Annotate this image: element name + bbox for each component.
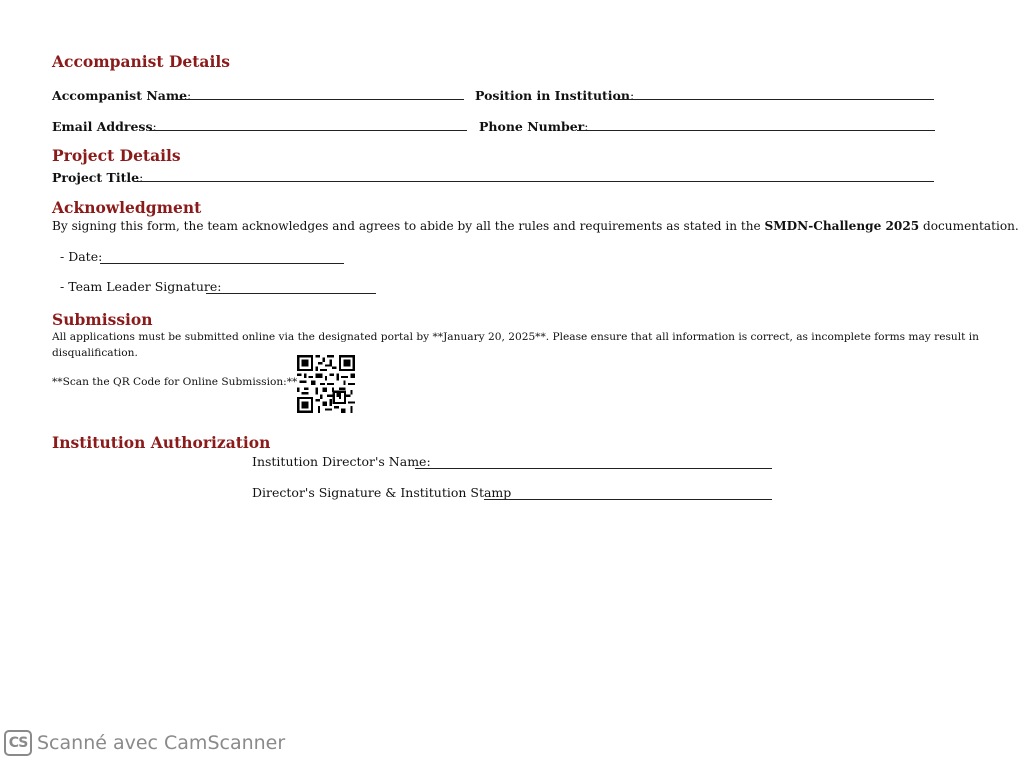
accompanist-name-label: Accompanist Name (52, 88, 188, 103)
phone-blank[interactable] (577, 130, 935, 131)
qr-label: **Scan the QR Code for Online Submission:** (52, 376, 298, 388)
camscanner-watermark (4, 728, 285, 758)
signature-blank[interactable] (206, 293, 376, 294)
director-signature-label: Director's Signature & Institution Stamp (252, 485, 512, 500)
project-title-label: Project Title (52, 170, 140, 185)
acknowledgment-text: By signing this form, the team acknowledges and agrees to abide by all the rules and requirements as stated in the SMDN-Challenge 2025 documentation. (52, 219, 1019, 233)
project-title-field: Project Title: (52, 170, 144, 185)
camscanner-logo-icon: CS (4, 730, 32, 756)
director-signature-blank[interactable] (484, 499, 772, 500)
email-field: Email Address: (52, 119, 157, 134)
accompanist-heading: Accompanist Details (52, 52, 230, 71)
phone-field: Phone Number: (479, 119, 589, 134)
challenge-name: SMDN-Challenge 2025 (764, 219, 920, 233)
signature-label: - Team Leader Signature: (60, 279, 222, 294)
director-name-blank[interactable] (415, 468, 772, 469)
phone-label: Phone Number (479, 119, 585, 134)
director-name-label: Institution Director's Name: (252, 454, 431, 469)
accompanist-name-field: Accompanist Name: (52, 88, 192, 103)
date-blank[interactable] (100, 263, 344, 264)
position-blank[interactable] (616, 99, 934, 100)
project-title-blank[interactable] (134, 181, 934, 182)
email-label: Email Address (52, 119, 153, 134)
acknowledgment-heading: Acknowledgment (52, 198, 202, 217)
position-field: Position in Institution: (475, 88, 635, 103)
qr-code-icon[interactable] (297, 355, 355, 413)
submission-heading: Submission (52, 310, 153, 329)
authorization-heading: Institution Authorization (52, 433, 271, 452)
email-blank[interactable] (149, 130, 467, 131)
date-label: - Date: (60, 249, 103, 264)
project-heading: Project Details (52, 146, 181, 165)
camscanner-text: Scanné avec CamScanner (37, 732, 286, 754)
submission-text-line1: All applications must be submitted online via the designated portal by **January 20, 2025**. Please ensure that all information is correct, as incomplete forms may result in (52, 331, 979, 343)
position-label: Position in Institution (475, 88, 630, 103)
accompanist-name-blank[interactable] (176, 99, 464, 100)
submission-text-line2: disqualification. (52, 347, 138, 359)
